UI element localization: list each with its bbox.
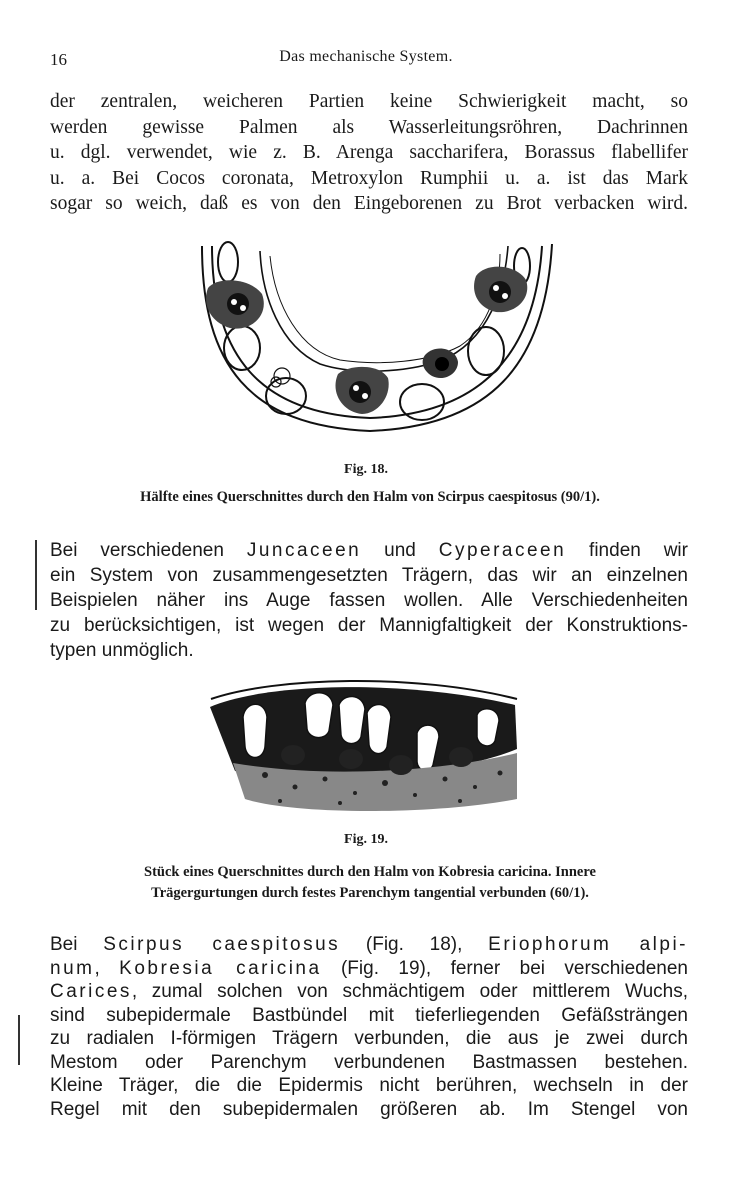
- text-line: werden gewisse Palmen als Wasserleitungsröhren, Dachrinnen: [50, 116, 688, 138]
- paragraph-1: [50, 89, 688, 217]
- paragraph-3: [50, 933, 688, 1121]
- text-line: sind subepidermale Bastbündel mit tieferliegenden Gefäßsträngen: [50, 1004, 688, 1026]
- figure-18-label: Fig. 18.: [344, 462, 388, 477]
- text-line: Bei Scirpus caespitosus (Fig. 18), Eriophorum alpi-: [50, 934, 688, 955]
- text-line: Regel mit den subepidermalen größeren ab. Im Stengel von: [50, 1098, 688, 1120]
- figure-19-illustration: [205, 675, 523, 815]
- margin-mark: [18, 1015, 20, 1065]
- text-line: num, Kobresia caricina (Fig. 19), ferner bei verschiedenen: [50, 957, 688, 979]
- text-line: Carices, zumal solchen von schmächtigem oder mittlerem Wuchs,: [50, 981, 688, 1002]
- figure-18-caption: Hälfte eines Querschnittes durch den Halm von Scirpus caespitosus (90/1).: [140, 489, 600, 505]
- text-line: Beispielen näher ins Auge fassen wollen. Alle Verschiedenheiten: [50, 590, 688, 611]
- text-line: typen unmöglich.: [50, 640, 194, 661]
- text-line: zu berücksichtigen, ist wegen der Mannigfaltigkeit der Konstruktions-: [50, 615, 688, 636]
- figure-19-caption: [40, 862, 700, 904]
- text-line: Mestom oder Parenchym verbundenen Bastmassen bestehen.: [50, 1051, 688, 1073]
- text-line: ein System von zusammengesetzten Trägern, das wir an einzelnen: [50, 565, 688, 586]
- text-line: der zentralen, weicheren Partien keine Schwierigkeit macht, so: [50, 91, 688, 112]
- figure-19-label: Fig. 19.: [344, 832, 388, 847]
- figure-18-illustration: [190, 236, 560, 446]
- text-line: sogar so weich, daß es von den Eingeborenen zu Brot verbacken wird.: [50, 193, 688, 214]
- text-line: zu radialen I-förmigen Trägern verbunden, die aus je zwei durch: [50, 1028, 688, 1049]
- running-header: Das mechanische System.: [279, 48, 453, 65]
- text-line: Bei verschiedenen Juncaceen und Cyperaceen finden wir: [50, 540, 688, 561]
- text-line: u. dgl. verwendet, wie z. B. Arenga saccharifera, Borassus flabellifer: [50, 142, 688, 163]
- text-line: u. a. Bei Cocos coronata, Metroxylon Rumphii u. a. ist das Mark: [50, 167, 688, 189]
- margin-mark: [35, 540, 37, 610]
- caption-line: Trägergurtungen durch festes Parenchym tangential verbunden (60/1).: [151, 885, 589, 901]
- caption-line: Stück eines Querschnittes durch den Halm von Kobresia caricina. Innere: [144, 864, 596, 880]
- paragraph-2: [50, 538, 688, 663]
- text-line: Kleine Träger, die die Epidermis nicht berühren, wechseln in der: [50, 1075, 688, 1096]
- page-number: 16: [50, 50, 67, 69]
